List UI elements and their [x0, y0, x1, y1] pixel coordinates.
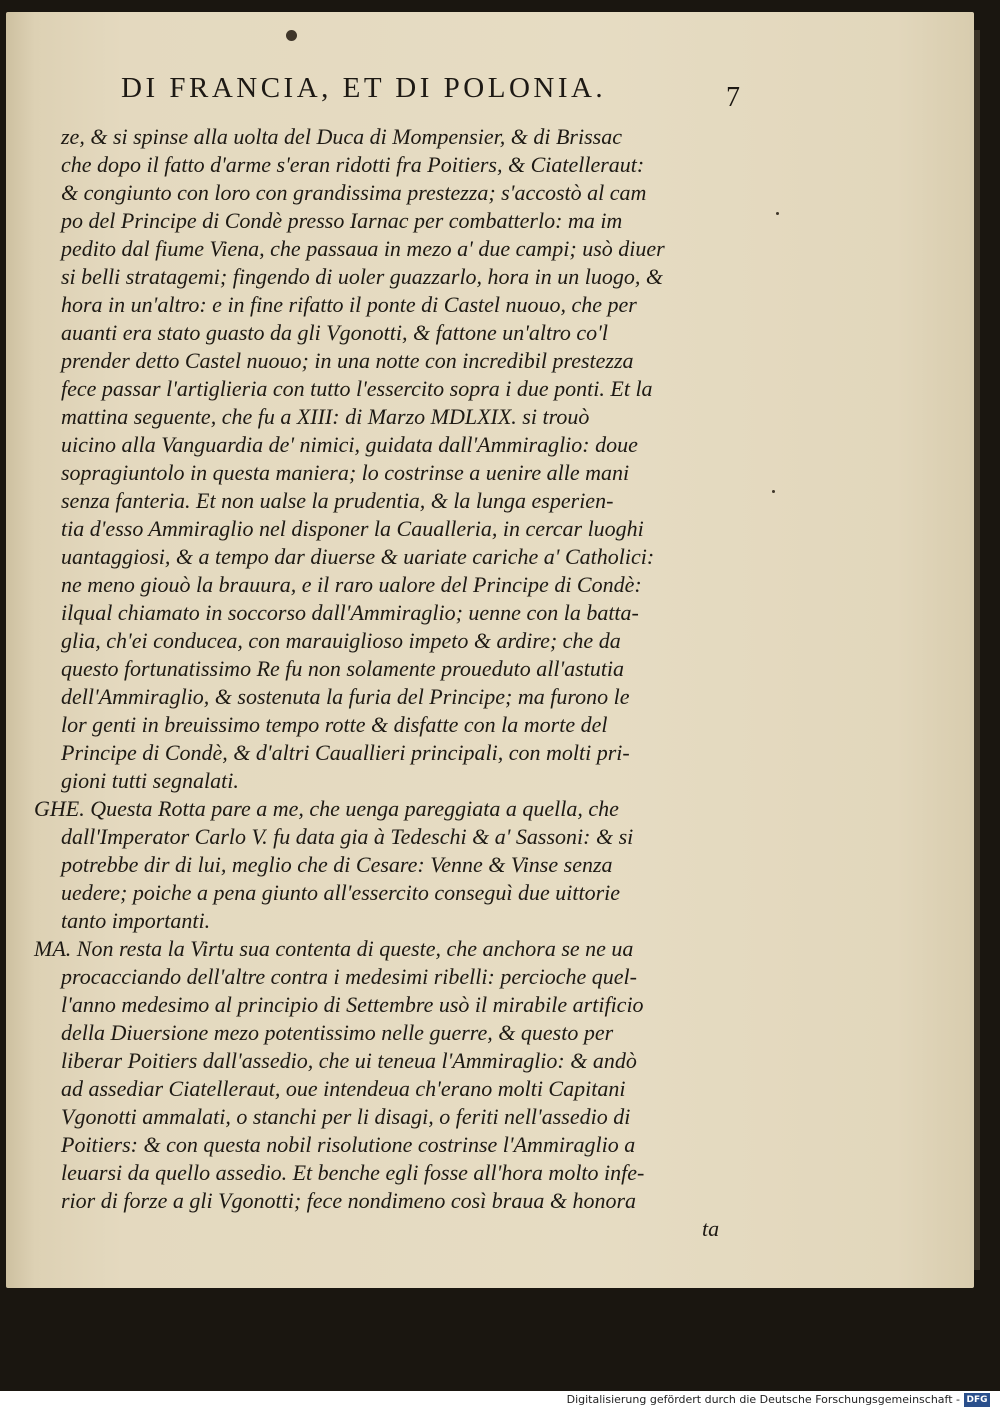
text-line: ze, & si spinse alla uolta del Duca di Mompensier, & di Brissac: [61, 124, 622, 149]
text-line: liberar Poitiers dall'assedio, che ui teneua l'Ammiraglio: & andò: [61, 1048, 637, 1073]
text-line: prender detto Castel nuouo; in una notte con incredibil prestezza: [61, 348, 634, 373]
text-line: leuarsi da quello assedio. Et benche egli fosse all'hora molto infe-: [61, 1160, 645, 1185]
text-line: mattina seguente, che fu a XIII: di Marzo MDLXIX. si trouò: [61, 404, 590, 429]
text-line: MA. Non resta la Virtu sua contenta di queste, che anchora se ne ua: [34, 936, 634, 961]
text-line: uantaggiosi, & a tempo dar diuerse & uariate cariche a' Catholici:: [61, 544, 655, 569]
text-line: po del Principe di Condè presso Iarnac per combatterlo: ma im: [61, 208, 623, 233]
text-line: sopragiuntolo in questa maniera; lo costrinse a uenire alle mani: [61, 460, 630, 485]
page-number: 7: [726, 82, 740, 113]
text-line: & congiunto con loro con grandissima prestezza; s'accostò al cam: [61, 180, 647, 205]
ink-spot: [286, 30, 297, 41]
text-line: che dopo il fatto d'arme s'eran ridotti fra Poitiers, & Ciatelleraut:: [61, 152, 645, 177]
text-line: Vgonotti ammalati, o stanchi per li disagi, o feriti nell'assedio di: [61, 1104, 631, 1129]
text-line: hora in un'altro: e in fine rifatto il ponte di Castel nuouo, che per: [61, 292, 637, 317]
text-line: uicino alla Vanguardia de' nimici, guidata dall'Ammiraglio: doue: [61, 432, 638, 457]
text-line: si belli stratagemi; fingendo di uoler guazzarlo, hora in un luogo, &: [61, 264, 663, 289]
text-line: glia, ch'ei conducea, con marauiglioso impeto & ardire; che da: [61, 628, 621, 653]
text-line: potrebbe dir di lui, meglio che di Cesare: Venne & Vinse senza: [61, 852, 613, 877]
text-line: lor genti in breuissimo tempo rotte & disfatte con la morte del: [61, 712, 608, 737]
book-page: [6, 12, 974, 1288]
text-line: questo fortunatissimo Re fu non solamente proueduto all'astutia: [61, 656, 625, 681]
text-line: dall'Imperator Carlo V. fu data gia à Tedeschi & a' Sassoni: & si: [61, 824, 634, 849]
text-line: ilqual chiamato in soccorso dall'Ammiraglio; uenne con la batta-: [61, 600, 639, 625]
text-line: rior di forze a gli Vgonotti; fece nondimeno così braua & honora: [61, 1188, 637, 1213]
text-line: pedito dal fiume Viena, che passaua in mezo a' due campi; usò diuer: [61, 236, 665, 261]
text-line: tia d'esso Ammiraglio nel disponer la Caualleria, in cercar luoghi: [61, 516, 644, 541]
ink-speck: [776, 212, 779, 215]
text-line: senza fanteria. Et non ualse la prudentia, & la lunga esperien-: [61, 488, 614, 513]
text-line: tanto importanti.: [61, 908, 211, 933]
dfg-logo: DFG: [964, 1393, 990, 1407]
text-line: della Diuersione mezo potentissimo nelle guerre, & questo per: [61, 1020, 614, 1045]
text-line: ad assediar Ciatelleraut, oue intendeua ch'erano molti Capitani: [61, 1076, 626, 1101]
text-line: fece passar l'artiglieria con tutto l'essercito sopra i due ponti. Et la: [61, 376, 653, 401]
footer-bar: [0, 1391, 1000, 1411]
text-line: procacciando dell'altre contra i medesimi ribelli: percioche quel-: [61, 964, 637, 989]
text-line: Poitiers: & con questa nobil risolutione costrinse l'Ammiraglio a: [61, 1132, 636, 1157]
page-edge: [974, 30, 980, 1270]
text-line: auanti era stato guasto da gli Vgonotti, & fattone un'altro co'l: [61, 320, 608, 345]
catchword: ta: [702, 1216, 720, 1241]
text-line: uedere; poiche a pena giunto all'essercito conseguì due uittorie: [61, 880, 621, 905]
text-line: GHE. Questa Rotta pare a me, che uenga pareggiata a quella, che: [34, 796, 619, 821]
text-line: ne meno giouò la brauura, e il raro ualore del Principe di Condè:: [61, 572, 642, 597]
text-line: gioni tutti segnalati.: [61, 768, 239, 793]
ink-speck: [772, 490, 775, 493]
text-line: Principe di Condè, & d'altri Cauallieri principali, con molti pri-: [61, 740, 630, 765]
text-line: dell'Ammiraglio, & sostenuta la furia del Principe; ma furono le: [61, 684, 630, 709]
running-head: DI FRANCIA, ET DI POLONIA.: [121, 72, 607, 104]
digitization-credit: Digitalisierung gefördert durch die Deutsche Forschungsgemeinschaft -: [566, 1393, 960, 1406]
text-line: l'anno medesimo al principio di Settembre usò il mirabile artificio: [61, 992, 644, 1017]
